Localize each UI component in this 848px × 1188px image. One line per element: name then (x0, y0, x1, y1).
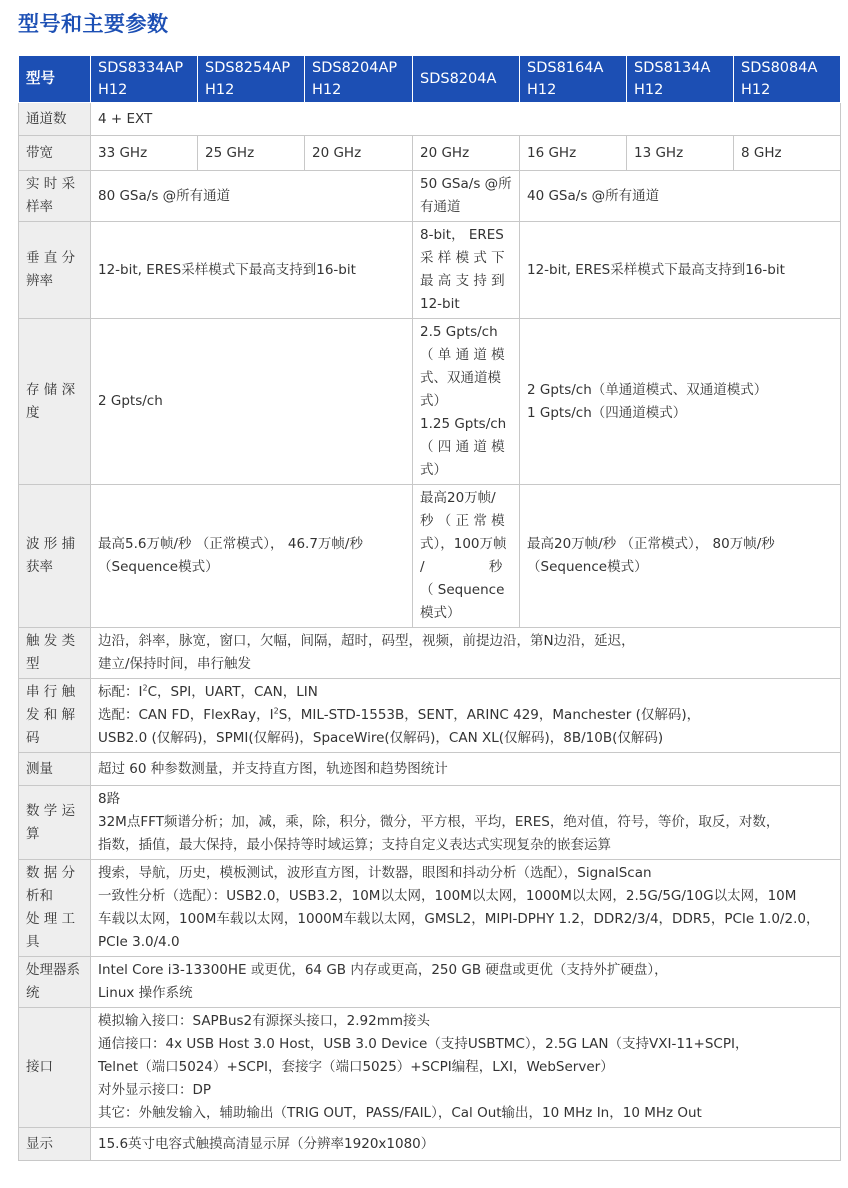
label-line: 具 (26, 934, 40, 950)
value-line: 最 高 支 持 到 (420, 273, 505, 289)
value-line: 式） (420, 462, 447, 478)
row-value (413, 222, 520, 319)
model-name: SDS8334AP (98, 60, 184, 76)
row-trigger (19, 628, 841, 679)
value-line: 有通道 (420, 199, 461, 215)
value-line: 边沿，斜率，脉宽，窗口，欠幅，间隔，超时，码型，视频，前提边沿，第N边沿，延迟， (98, 633, 635, 649)
model-header (198, 56, 305, 103)
value-line: PCIe 3.0/4.0 (98, 934, 180, 950)
label-line: 析和 (26, 888, 53, 904)
text-fragment: 选配：CAN FD，FlexRay，I (98, 707, 274, 723)
label-line: 统 (26, 985, 40, 1001)
text-fragment: S，MIL-STD-1553B，SENT，ARINC 429，Manchester (仅解码)， (278, 707, 701, 723)
value-line: 12-bit (420, 296, 460, 312)
row-label: 接口 (19, 1008, 91, 1128)
row-value: 12-bit, ERES采样模式下最高支持到16-bit (91, 222, 413, 319)
value-line: 搜索，导航，历史，模板测试，波形直方图，计数器，眼图和抖动分析（选配），SignalScan (98, 865, 652, 881)
value-line: 秒 （ 正 常 模 (420, 513, 505, 529)
value-line (98, 704, 833, 727)
row-bandwidth (19, 136, 841, 171)
value-line: 2.5 Gpts/ch (420, 324, 498, 340)
value-line: / 秒 (420, 559, 503, 575)
row-value (413, 485, 520, 628)
value-line: 模式） (420, 605, 461, 621)
value-line: （Sequence模式） (98, 559, 219, 575)
row-value (91, 957, 841, 1008)
row-label (19, 171, 91, 222)
row-label (19, 786, 91, 860)
bandwidth-value: 20 GHz (305, 136, 413, 171)
label-line: 发 和 解 (26, 707, 76, 723)
model-suffix: H12 (98, 82, 128, 98)
row-value (413, 171, 520, 222)
value-line: 1.25 Gpts/ch (420, 416, 507, 432)
label-line: 处 理 工 (26, 911, 76, 927)
value-line: Linux 操作系统 (98, 985, 193, 1001)
label-line: 触 发 类 (26, 633, 76, 649)
value-line: 采 样 模 式 下 (420, 250, 505, 266)
label-line: 波 形 捕 (26, 536, 76, 552)
value-line: 式） (420, 393, 447, 409)
value-line: 最高20万帧/秒 （正常模式）， 80万帧/秒 (527, 536, 775, 552)
value-line: 8路 (98, 791, 121, 807)
row-label: 通道数 (19, 103, 91, 136)
value-line (98, 681, 833, 704)
row-analysis (19, 860, 841, 957)
model-name: SDS8084A (741, 60, 818, 76)
row-value (413, 319, 520, 485)
label-line: 数 学 运 (26, 802, 76, 819)
row-interface (19, 1008, 841, 1128)
row-label: 显示 (19, 1128, 91, 1161)
row-label: 测量 (19, 753, 91, 786)
row-memory (19, 319, 841, 485)
label-line: 码 (26, 730, 40, 746)
model-suffix: H12 (312, 82, 342, 98)
row-measure (19, 753, 841, 786)
model-suffix: H12 (741, 82, 771, 98)
row-math (19, 786, 841, 860)
value-line: （ 四 通 道 模 (420, 439, 505, 455)
row-label (19, 860, 91, 957)
model-suffix: H12 (527, 82, 557, 98)
value-line: 50 GSa/s @所 (420, 176, 512, 192)
value-line: 其它：外触发输入，辅助输出（TRIG OUT，PASS/FAIL），Cal Out输出，10 MHz In，10 MHz Out (98, 1105, 702, 1121)
row-label (19, 485, 91, 628)
row-value: 4 + EXT (91, 103, 841, 136)
row-value (91, 485, 413, 628)
bandwidth-value: 8 GHz (734, 136, 841, 171)
value-line: 车载以太网，100M车载以太网，1000M车载以太网，GMSL2，MIPI-DPHY 1.2，DDR2/3/4，DDR5，PCIe 1.0/2.0， (98, 911, 820, 927)
model-name: SDS8134A (634, 60, 711, 76)
row-label (19, 319, 91, 485)
value-line: 32M点FFT频谱分析；加，减，乘，除，积分，微分，平方根，平均，ERES，绝对值，符号，等价，取反，对数， (98, 814, 780, 830)
value-line: 式），100万帧 (420, 536, 507, 552)
row-waveform (19, 485, 841, 628)
section-title: 型号和主要参数 (18, 12, 169, 36)
row-label (19, 957, 91, 1008)
model-header (734, 56, 841, 103)
label-line: 度 (26, 404, 40, 421)
model-name: SDS8254AP (205, 60, 291, 76)
value-line: 建立/保持时间，串行触发 (98, 656, 252, 672)
bandwidth-value: 16 GHz (520, 136, 627, 171)
label-line: 串 行 触 (26, 684, 76, 700)
row-label (19, 222, 91, 319)
label-line: 样率 (26, 199, 53, 215)
row-display (19, 1128, 841, 1161)
value-line: （Sequence模式） (527, 559, 648, 575)
row-value: 12-bit, ERES采样模式下最高支持到16-bit (520, 222, 841, 319)
value-line: 1 Gpts/ch（四通道模式） (527, 404, 687, 421)
label-line: 算 (26, 825, 40, 842)
header-label: 型号 (19, 56, 91, 103)
header-row (19, 56, 841, 103)
superscript: 2 (273, 706, 279, 716)
value-line: Telnet（端口5024）+SCPI，套接字（端口5025）+SCPI编程，LXI，WebServer） (98, 1059, 614, 1075)
bandwidth-value: 13 GHz (627, 136, 734, 171)
row-label (19, 628, 91, 679)
model-name: SDS8164A (527, 60, 604, 76)
label-line: 处理器系 (26, 962, 80, 978)
label-line: 垂 直 分 (26, 250, 76, 266)
value-line: 8-bit， ERES (420, 227, 504, 243)
model-name: SDS8204AP (312, 60, 398, 76)
row-value: 2 Gpts/ch (91, 319, 413, 485)
row-sample-rate (19, 171, 841, 222)
value-line: 指数，插值，最大保持，最小保持等时域运算；支持自定义表达式实现复杂的嵌套运算 (98, 837, 611, 853)
row-channels (19, 103, 841, 136)
model-header (413, 56, 520, 103)
row-value (91, 679, 841, 753)
value-line: 一致性分析（选配）：USB2.0，USB3.2，10M以太网，100M以太网，1000M以太网，2.5G/5G/10G以太网，10M (98, 888, 797, 904)
row-value (520, 485, 841, 628)
row-label: 带宽 (19, 136, 91, 171)
value-line: （ 单 通 道 模 (420, 347, 505, 363)
label-line: 辨率 (26, 273, 53, 289)
model-name: SDS8204A (420, 71, 497, 87)
row-resolution (19, 222, 841, 319)
value-line: 对外显示接口：DP (98, 1082, 212, 1098)
row-value: 15.6英寸电容式触摸高清显示屏（分辨率1920x1080） (91, 1128, 841, 1161)
model-suffix: H12 (205, 82, 235, 98)
text-fragment: 标配：I (98, 684, 143, 700)
superscript: 2 (142, 683, 148, 693)
text-fragment: C，SPI，UART，CAN，LIN (147, 684, 318, 700)
bandwidth-value: 20 GHz (413, 136, 520, 171)
label-line: 存 储 深 (26, 381, 76, 398)
value-line: USB2.0 (仅解码)，SPMI(仅解码)，SpaceWire(仅解码)，CAN XL(仅解码)，8B/10B(仅解码) (98, 730, 664, 746)
row-value (91, 786, 841, 860)
value-line: 式、双通道模 (420, 370, 501, 386)
value-line: 最高5.6万帧/秒 （正常模式）， 46.7万帧/秒 (98, 536, 363, 552)
row-processor (19, 957, 841, 1008)
model-header (520, 56, 627, 103)
bandwidth-value: 33 GHz (91, 136, 198, 171)
label-line: 实 时 采 (26, 176, 76, 192)
model-header (305, 56, 413, 103)
row-label (19, 679, 91, 753)
value-line: 2 Gpts/ch（单通道模式、双通道模式） (527, 381, 768, 398)
row-value (520, 319, 841, 485)
label-line: 型 (26, 656, 40, 672)
label-line: 获率 (26, 559, 53, 575)
spec-table (18, 55, 841, 1161)
value-line: 通信接口：4x USB Host 3.0 Host，USB 3.0 Device（支持USBTMC），2.5G LAN（支持VXI-11+SCPI， (98, 1036, 749, 1052)
model-header (91, 56, 198, 103)
row-value (91, 860, 841, 957)
value-line: 模拟输入接口：SAPBus2有源探头接口，2.92mm接头 (98, 1013, 430, 1029)
row-value: 80 GSa/s @所有通道 (91, 171, 413, 222)
model-suffix: H12 (634, 82, 664, 98)
label-line: 数 据 分 (26, 865, 76, 881)
value-line: 最高20万帧/ (420, 490, 496, 506)
model-header (627, 56, 734, 103)
value-line: Intel Core i3-13300HE 或更优，64 GB 内存或更高，250 GB 硬盘或更优（支持外扩硬盘）， (98, 962, 668, 978)
row-value: 40 GSa/s @所有通道 (520, 171, 841, 222)
bandwidth-value: 25 GHz (198, 136, 305, 171)
row-value (91, 628, 841, 679)
row-value: 超过 60 种参数测量，并支持直方图，轨迹图和趋势图统计 (91, 753, 841, 786)
value-line: （ Sequence (420, 582, 505, 598)
row-value (91, 1008, 841, 1128)
row-serial (19, 679, 841, 753)
